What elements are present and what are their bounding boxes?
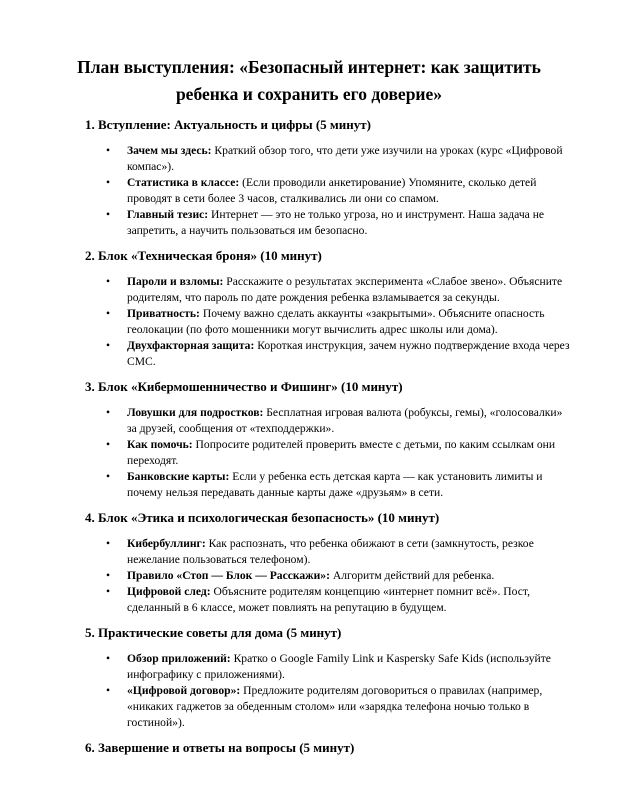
bullet-lead: Ловушки для подростков:	[127, 406, 264, 419]
bullet-icon: •	[106, 176, 111, 189]
bullet-icon: •	[106, 144, 111, 157]
bullet-lead: Банковские карты:	[127, 470, 230, 483]
bullet-text: Кратко о Google Family Link и Kaspersky Safe Kids (используйте инфографику с приложениями).	[127, 652, 551, 681]
bullet-lead: Пароли и взломы:	[127, 275, 224, 288]
bullet-list	[85, 405, 574, 501]
bullet-lead: Как помочь:	[127, 438, 193, 451]
bullet-lead: Приватность:	[127, 307, 200, 320]
bullet-text: Предложите родителям договориться о правилах (например, «никаких гаджетов за обеденным столом» или «зарядка телефона ночью только в гостиной»).	[127, 684, 543, 729]
bullet-icon: •	[106, 208, 111, 221]
bullet-icon: •	[106, 585, 111, 598]
bullet-text: Объясните родителям концепцию «интернет помнит всё». Пост, сделанный в 6 классе, может повлиять на репутацию в будущем.	[127, 585, 530, 614]
list-item	[85, 683, 574, 731]
bullet-icon: •	[106, 684, 111, 697]
document-title-line: ребенка и сохранить его доверие»	[175, 84, 443, 104]
bullet-icon: •	[106, 339, 111, 352]
section-heading: 1. Вступление: Актуальность и цифры (5 минут)	[85, 117, 371, 132]
list-item	[85, 207, 574, 239]
bullet-lead: Правило «Стоп — Блок — Расскажи»:	[127, 569, 330, 582]
bullet-icon: •	[106, 438, 111, 451]
bullet-text: Бесплатная игровая валюта (робуксы, гемы), «голосовалки» за друзей, сообщения от «техподдержки».	[127, 406, 563, 435]
list-item	[85, 306, 574, 338]
bullet-lead: Статистика в классе:	[127, 176, 240, 189]
bullet-icon: •	[106, 569, 111, 582]
bullet-icon: •	[106, 470, 111, 483]
bullet-lead: Кибербуллинг:	[127, 537, 206, 550]
bullet-lead: Цифровой след:	[127, 585, 211, 598]
section-heading: 5. Практические советы для дома (5 минут)	[85, 625, 342, 640]
list-item	[85, 437, 574, 469]
bullet-text: Алгоритм действий для ребенка.	[329, 569, 495, 582]
bullet-lead: Главный тезис:	[127, 208, 209, 221]
bullet-lead: «Цифровой договор»:	[127, 684, 241, 697]
section-heading: 6. Завершение и ответы на вопросы (5 минут)	[85, 740, 355, 755]
document-title-line: План выступления: «Безопасный интернет: как защитить	[77, 57, 541, 77]
bullet-icon: •	[106, 652, 111, 665]
bullet-icon: •	[106, 537, 111, 550]
list-item	[85, 274, 574, 306]
bullet-icon: •	[106, 275, 111, 288]
section	[85, 509, 574, 616]
document-title	[0, 54, 618, 108]
bullet-lead: Двухфакторная защита:	[127, 339, 255, 352]
bullet-text: Интернет — это не только угроза, но и инструмент. Наша задача не запретить, а научить пользоваться им безопасно.	[127, 208, 545, 237]
list-item	[85, 405, 574, 437]
list-item	[85, 469, 574, 501]
bullet-lead: Зачем мы здесь:	[127, 144, 212, 157]
list-item	[85, 584, 574, 616]
bullet-icon: •	[106, 406, 111, 419]
section	[85, 247, 574, 370]
section-heading: 2. Блок «Техническая броня» (10 минут)	[85, 248, 322, 263]
section-heading: 3. Блок «Кибермошенничество и Фишинг» (10 минут)	[85, 379, 403, 394]
bullet-text: Короткая инструкция, зачем нужно подтверждение входа через СМС.	[127, 339, 570, 368]
bullet-text: Краткий обзор того, что дети уже изучили на уроках (курс «Цифровой компас»).	[127, 144, 563, 173]
bullet-text: Попросите родителей проверить вместе с детьми, по каким ссылкам они переходят.	[127, 438, 556, 467]
bullet-list	[85, 143, 574, 239]
section	[85, 624, 574, 731]
bullet-text: Почему важно сделать аккаунты «закрытыми». Объясните опасность геолокации (по фото мошенники могут вычислить адрес школы или дома).	[127, 307, 545, 336]
list-item	[85, 568, 574, 584]
section	[85, 378, 574, 501]
list-item	[85, 651, 574, 683]
bullet-lead: Обзор приложений:	[127, 652, 231, 665]
section	[85, 116, 574, 239]
bullet-text: Расскажите о результатах эксперимента «Слабое звено». Объясните родителям, что пароль по дате рождения ребенка взламывается за секунды.	[127, 275, 563, 304]
document-body	[85, 116, 574, 756]
section-heading: 4. Блок «Этика и психологическая безопасность» (10 минут)	[85, 510, 440, 525]
list-item	[85, 536, 574, 568]
section	[85, 739, 574, 756]
bullet-text: Как распознать, что ребенка обижают в сети (замкнутость, резкое нежелание пользоваться телефоном).	[127, 537, 534, 566]
list-item	[85, 143, 574, 175]
list-item	[85, 338, 574, 370]
bullet-list	[85, 274, 574, 370]
bullet-text: Если у ребенка есть детская карта — как установить лимиты и почему нельзя передавать данные карты даже «друзьям» в сети.	[127, 470, 543, 499]
bullet-list	[85, 536, 574, 616]
bullet-list	[85, 651, 574, 731]
bullet-text: (Если проводили анкетирование) Упомяните, сколько детей проводят в сети более 3 часов, сталкивались ли они со спамом.	[127, 176, 537, 205]
bullet-icon: •	[106, 307, 111, 320]
list-item	[85, 175, 574, 207]
